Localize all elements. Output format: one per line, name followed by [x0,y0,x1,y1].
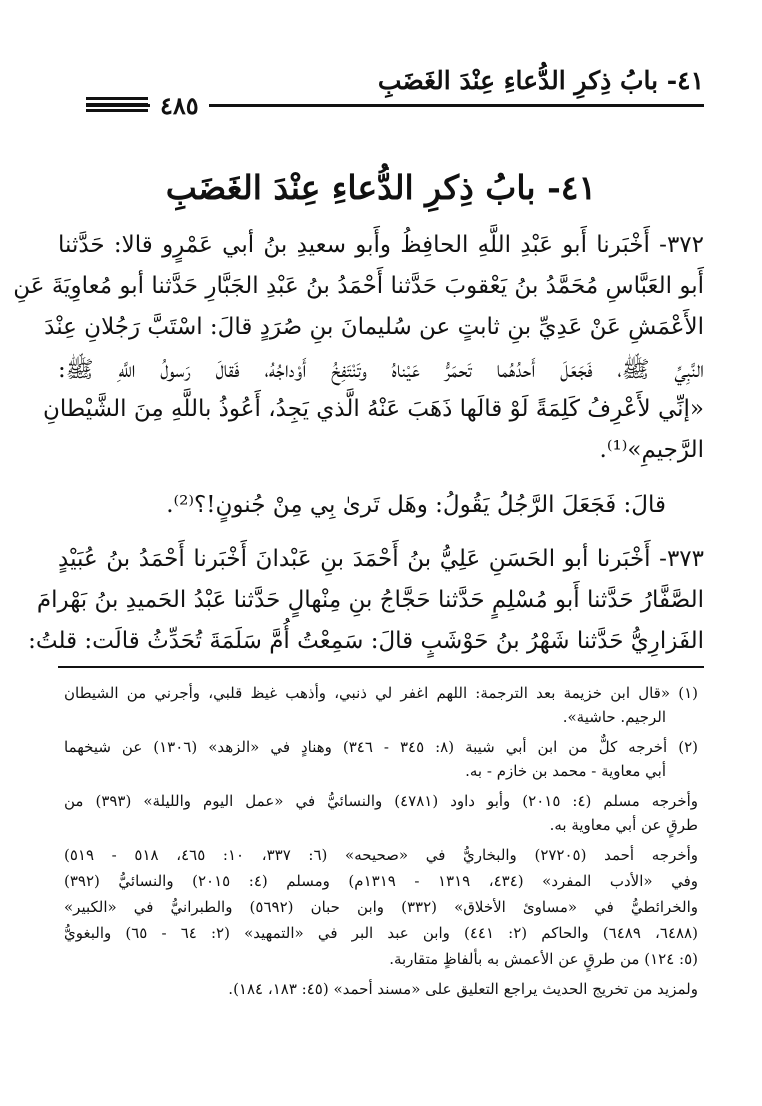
footnote-rule [58,666,704,668]
footnote-line: الرجيم. حاشية». [562,708,666,726]
footnote-line: (١) «قال ابن خزيمة بعد الترجمة: اللهم اغفر لي ذنبي، وأذهب غيظ قلبي، وأجرني من الشيطان [64,684,698,702]
footnote-line: طرقٍ عن أبي معاوية به. [549,816,698,834]
footnote-line: (٢) أخرجه كلٌّ من ابن أبي شيبة (٨: ٣٤٥ - ٣٤٦) وهنادٍ في «الزهد» (١٣٠٦) عن شيخهما [64,738,698,756]
running-header-title: ٤١- بابُ ذِكرِ الدُّعاءِ عِنْدَ الغَضَبِ [377,66,704,95]
footnote-line: (٦٤٨٨، ٦٤٨٩) والحاكم (٢: ٤٤١) وابن عبد البر في «التمهيد» (٢: ٦٤ - ٦٥) والبغويُّ [64,924,698,942]
body-line: ٣٧٢- أَخْبَرنا أَبو عَبْدِ اللَّهِ الحافِظُ وأَبو سعيدِ بنُ أبي عَمْرٍو قالا: حَدَّثنا [58,232,704,258]
footnote-line: والخرائطيُّ في «مساوئ الأخلاق» (٣٣٢) وابن حبان (٥٦٩٢) والطبرانيُّ في «الكبير» [64,898,698,916]
chapter-title: ٤١- بابُ ذِكرِ الدُّعاءِ عِنْدَ الغَضَبِ [165,168,597,207]
page-number-bars [86,97,148,115]
body-line: أَبو العَبَّاسِ مُحَمَّدُ بنُ يَعْقوبَ حَدَّثنا أَحْمَدُ بنُ عَبْدِ الجَبَّارِ حَدَّثنا أبو مُعاوِيَةَ عَنِ [13,273,704,299]
body-line: الأَعْمَشِ عَنْ عَدِيِّ بنِ ثابتٍ عن سُليمانَ بنِ صُرَدٍ قالَ: اسْتَبَّ رَجُلانِ عِنْدَ [44,314,704,340]
footnote-line: أبي معاوية - محمد بن خازم - به. [465,762,666,780]
footnote-line: (٥: ١٢٤) من طرقٍ عن الأعمش به بألفاظٍ متقاربة. [389,950,698,968]
body-line: الصَّفَّارُ حَدَّثنا أَبو مُسْلِمٍ حَدَّثنا حَجَّاجُ بنِ مِنْهالٍ حَدَّثنا عَبْدُ الحَميدِ بنُ بَهْرامَ [36,587,704,613]
body-line: النَّبِيِّ ﷺ، فَجَعَلَ أَحدُهُما تَحمَرُّ عَيْناهُ وتَنْتَفِخُ أَوْداجُهُ، فَقالَ رَسولُ اللَّهِ ﷺ: [58,357,704,383]
body-line: «إنِّي لأَعْرِفُ كَلِمَةً لَوْ قالَها ذَهَبَ عَنْهُ الَّذي يَجِدُ، أَعُوذُ باللَّهِ مِنَ الشَّيْطانِ [42,396,704,422]
body-line: الرَّجيمِ»⁽¹⁾. [599,437,704,463]
body-line: قالَ: فَجَعَلَ الرَّجُلُ يَقُولُ: وهَل تَرىٰ بِي مِنْ جُنونٍ!؟⁽²⁾. [166,492,666,518]
footnote-line: وفي «الأدب المفرد» (٤٣٤، ١٣١٩ - ١٣١٩م) ومسلم (٤: ٢٠١٥) والنسائيُّ (٣٩٢) [64,872,699,890]
footnote-line: ولمزيد من تخريج الحديث يراجع التعليق على «مسند أحمد» (٤٥: ١٨٣، ١٨٤). [228,980,698,998]
page-number: ٤٨٥ [150,93,209,119]
body-line: ٣٧٣- أَخْبَرنا أبو الحَسَنِ عَلِيُّ بنُ أَحْمَدَ بنِ عَبْدانَ أَخْبَرنا أَحْمَدُ بنُ عُبَيْدٍ [58,546,704,572]
footnote-line: وأخرجه مسلم (٤: ٢٠١٥) وأبو داود (٤٧٨١) والنسائيُّ في «عمل اليوم والليلة» (٣٩٣) من [64,792,699,810]
footnote-line: وأخرجه أحمد (٢٧٢٠٥) والبخاريُّ في «صحيحه» (٦: ٣٣٧، ١٠: ٤٦٥، ٥١٨ - ٥١٩) [64,846,699,864]
body-line: الفَزارِيُّ حَدَّثنا شَهْرُ بنُ حَوْشَبٍ قالَ: سَمِعْتُ أُمَّ سَلَمَةَ تُحَدِّثُ قالَت: قلتُ: [28,628,704,654]
